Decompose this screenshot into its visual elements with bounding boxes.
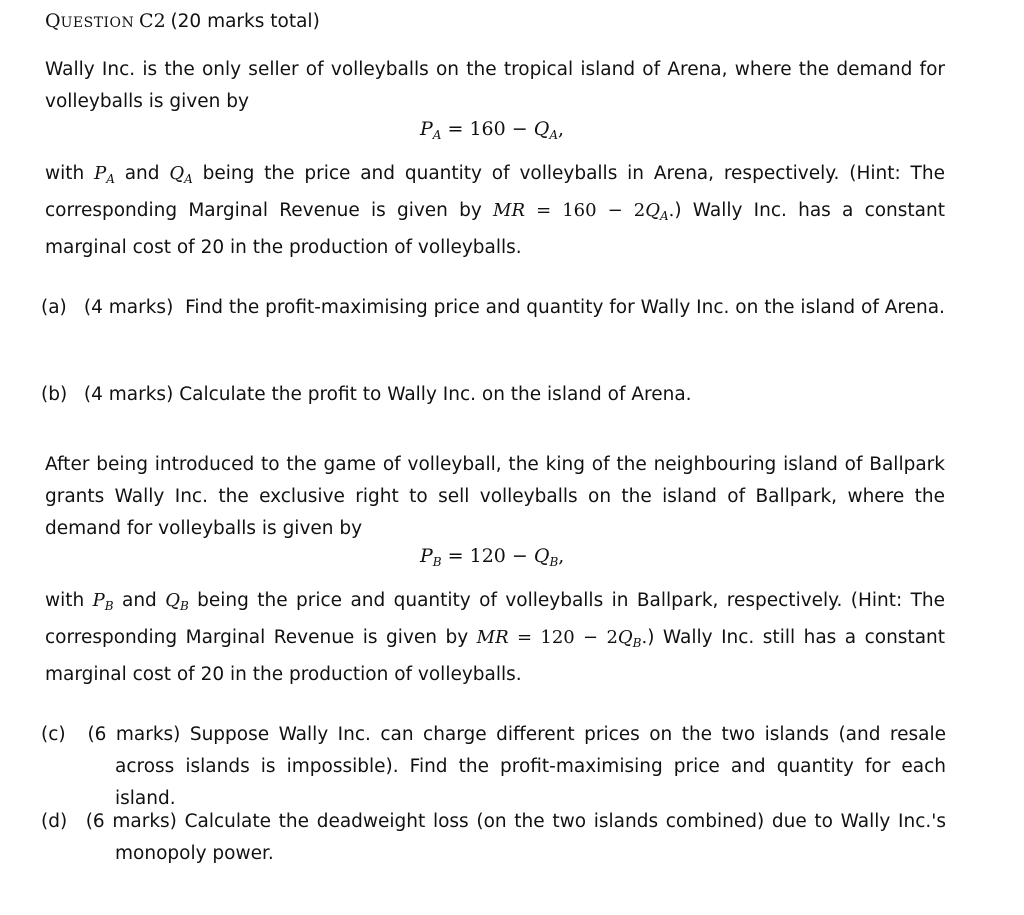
part-d-marks: (6 marks): [85, 811, 177, 832]
arena-demand-equation: [420, 118, 564, 142]
part-b-marks: (4 marks): [83, 384, 174, 405]
ballpark-demand-equation: [420, 545, 564, 569]
question-prefix: Q: [45, 10, 61, 32]
part-c-marks: (6 marks): [87, 724, 181, 745]
marks-total: (20 marks total): [170, 11, 320, 32]
part-c-text: Suppose Wally Inc. can charge different prices on the two islands (and resale across islands is impossible). Find the profit-maximising price and quantity for each island.: [115, 724, 946, 809]
question-heading: [45, 10, 320, 33]
ballpark-mr-expression: MR = $120 - 2Q_B$.: [476, 627, 648, 650]
part-b-text: Calculate the profit to Wally Inc. on the island of Arena.: [179, 384, 692, 405]
arena-description: with $P_A$ and $Q_A$ being the price and quantity of volleyballs in Arena, respectively. (Hint: The corresponding Marginal Revenue is given by MR = $160 - 2Q_A$.) Wally Inc. has a constant marginal cost of 20 in the production of volleyballs.: [45, 163, 945, 258]
part-a-marks: (4 marks): [83, 297, 174, 318]
arena-intro: Wally Inc. is the only seller of volleyballs on the tropical island of Arena, where the demand for volleyballs is given by: [45, 59, 945, 112]
part-b: (b) (4 marks) Calculate the profit to Wally Inc. on the island of Arena.: [41, 384, 692, 405]
ballpark-intro: After being introduced to the game of volleyball, the king of the neighbouring island of Ballpark grants Wally Inc. the exclusive right to sell volleyballs on the island of Ballpark, where the demand for volleyballs is given by: [45, 454, 945, 539]
ballpark-equation-text: $P_B = 120 - Q_B$,: [420, 545, 565, 569]
arena-equation-text: $P_A = 160 - Q_A$,: [420, 118, 565, 142]
part-a: (a) (4 marks) Find the profit-maximising price and quantity for Wally Inc. on the island of Arena.: [41, 297, 945, 318]
ballpark-description: with $P_B$ and $Q_B$ being the price and quantity of volleyballs in Ballpark, respectively. (Hint: The corresponding Marginal Revenue is given by MR = $120 - 2Q_B$.) Wally Inc. still has a constant marginal cost of 20 in the production of volleyballs.: [45, 590, 946, 685]
question-number: C2: [139, 10, 166, 32]
arena-mr-expression: MR = $160 - 2Q_A$.: [493, 200, 675, 223]
question-prefix-rest: UESTION: [60, 15, 135, 31]
part-c: (c) (6 marks) Suppose Wally Inc. can charge different prices on the two islands (and resale across islands is impossible). Find the profit-maximising price and quantity for each island.: [41, 724, 946, 809]
part-d: (d) (6 marks) Calculate the deadweight loss (on the two islands combined) due to Wally Inc.'s monopoly power.: [41, 811, 946, 864]
part-d-text: Calculate the deadweight loss (on the two islands combined) due to Wally Inc.'s monopoly power.: [115, 811, 946, 864]
part-a-text: Find the profit-maximising price and quantity for Wally Inc. on the island of Arena.: [185, 297, 945, 318]
